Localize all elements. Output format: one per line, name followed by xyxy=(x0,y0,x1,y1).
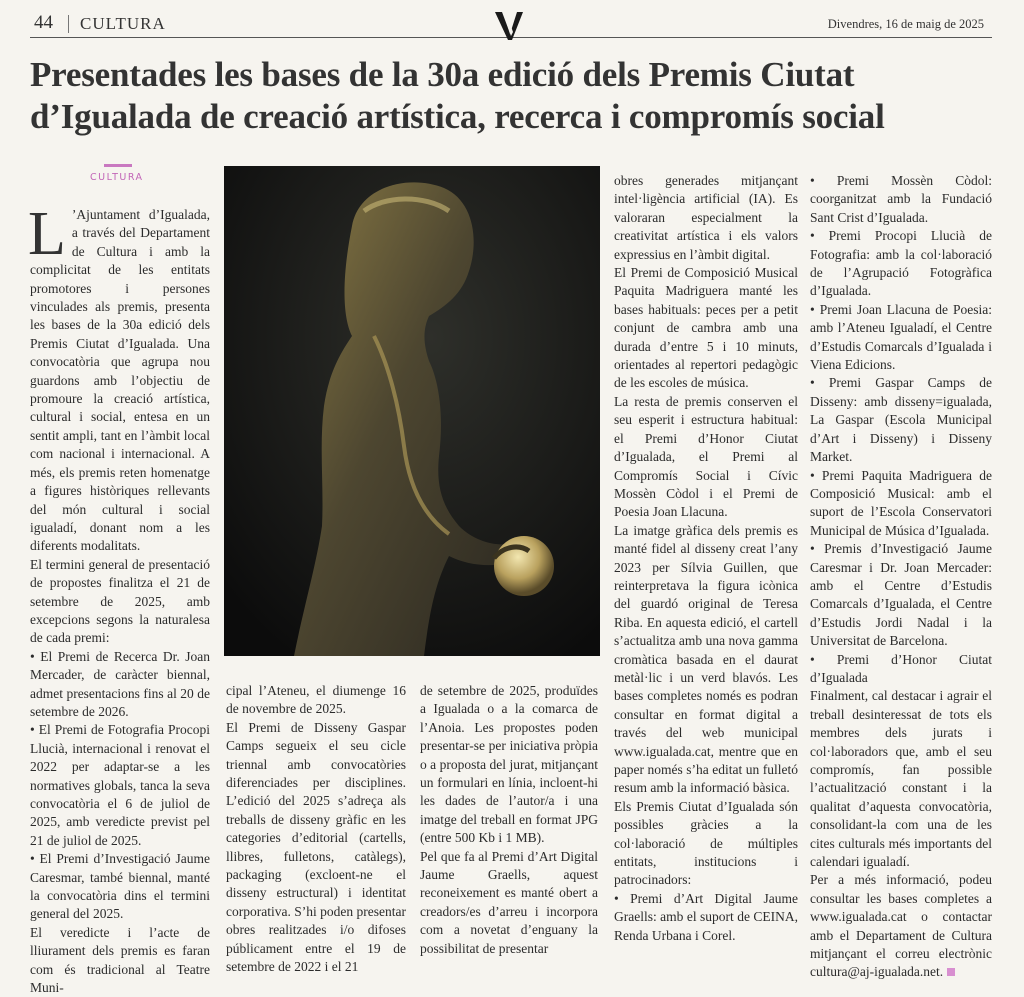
article-column-4 xyxy=(614,172,798,945)
list-item: • Premi Paquita Madriguera de Composició Musical: amb el suport de l’Escola Conservatori Municipal de Música d’Igualada. xyxy=(810,467,992,538)
article-column-2 xyxy=(226,682,406,977)
list-item: • Premi Joan Llacuna de Poesia: amb l’Ateneu Igualadí, el Centre d’Estudis Comarcals d’Igualada i Viena Edicions. xyxy=(810,301,992,373)
list-item: • Premi d’Art Digital Jaume Graells: amb el suport de CEINA, Renda Urbana i Corel. xyxy=(614,890,798,943)
drop-cap: L xyxy=(28,200,66,268)
list-item: • Premis d’Investigació Jaume Caresmar i Dr. Joan Mercader: amb el Centre d’Estudis Comarcals d’Igualada, el Centre d’Estudis Jordi Nadal i la Universitat de Barcelona. xyxy=(810,541,992,649)
header-divider xyxy=(68,15,69,33)
newspaper-logo-icon xyxy=(493,10,525,40)
end-mark-icon xyxy=(947,968,955,976)
article-column-5 xyxy=(810,172,992,982)
article-lead-paragraph xyxy=(28,200,210,556)
paragraph: La imatge gràfica dels premis es manté fidel al disseny creat l’any 2023 per Sílvia Guillen, que reinterpretava la figura icònica del guardó original de Teresa Riba. En aquesta edició, el cartell s’actualitza amb una nova gamma cromàtica basada en el daurat metàl·lic i un verd blavós. Les bases completes només es podran consultar en format digital a través del web municipal www.igualada.cat, mentre que en paper només s’ha editat un fulletó resum amb la informació bàsica. xyxy=(614,522,798,796)
paragraph xyxy=(810,871,992,981)
issue-date: Divendres, 16 de maig de 2025 xyxy=(827,17,984,31)
closing-text: Per a més informació, podeu consultar les bases completes a www.igualada.cat o contactar amb el Departament de Cultura mitjançant el correu electrònic cultura@aj-igualada.net. xyxy=(810,872,992,980)
paragraph: El Premi de Disseny Gaspar Camps segueix el seu cicle triennal amb convocatòries diferenciades per disciplines. L’edició del 2025 s’adreça als treballs de disseny gràfic en les categories d’editorial (cartells, llibres, fulletons, catàlegs), packaging (excloent-ne el disseny estructural) i identitat corporativa. S’hi poden presentar obres realitzades i/o difoses públicament entre el 19 de setembre de 2022 i el 21 xyxy=(226,719,406,975)
list-item: • Premi Gaspar Camps de Disseny: amb disseny=igualada, La Gaspar (Escola Municipal d’Art i Disseny) i Disseny Market. xyxy=(810,375,992,465)
page-number: 44 xyxy=(34,12,53,33)
list-item: • El Premi de Fotografia Procopi Llucià, internacional i renovat el 2022 per adaptar-se a les normatives globals, tanca la seva convocatòria el 6 de juliol de 2025, amb veredicte previst pel 21 de juliol de 2025. xyxy=(30,722,210,848)
article-column-1 xyxy=(28,200,210,997)
sculpture-icon xyxy=(224,166,600,656)
article-headline: Presentades les bases de la 30a edició dels Premis Ciutat d’Igualada de creació artística, recerca i compromís social xyxy=(30,55,885,136)
list-item: • Premi Mossèn Còdol: coorganitzat amb la Fundació Sant Crist d’Igualada. xyxy=(810,173,992,225)
paragraph: cipal l’Ateneu, el diumenge 16 de novembre de 2025. xyxy=(226,683,406,717)
paragraph: El veredicte i l’acte de lliurament dels premis es faran com és tradicional al Teatre Muni- xyxy=(30,924,210,996)
page-header xyxy=(30,10,992,38)
paragraph: La resta de premis conserven el seu esperit i estructura habitual: el Premi d’Honor Ciutat d’Igualada, el Premi al Compromís Social i Cívic Mossèn Còdol i el Premi de Poesia Joan Llacuna. xyxy=(614,393,798,520)
article-kicker: CULTURA xyxy=(90,172,144,183)
list-item: • Premi d’Honor Ciutat d’Igualada xyxy=(810,651,992,685)
kicker-bar xyxy=(104,164,132,167)
lead-text: ’Ajuntament d’Igualada, a través del Departament de Cultura i amb la complicitat de les entitats promotores i persones vinculades als premis, presenta les bases de la 30a edició dels Premis Ciutat d’Igualada. Una convocatòria que agrupa nou guardons amb l’objectiu de promoure la creació artística, cultural i social, entesa en un sentit ampli, tant en l’àmbit local com nacional i internacional. A més, els premis reten homenatge a figures històriques rellevants del món cultural i social igualadí, donant nom a les diferents modalitats. xyxy=(30,207,210,554)
paragraph: Finalment, cal destacar i agrair el treball desinteressat de tots els membres dels jurats i col·laboradors que, amb el seu compromís, fan possible l’actualització constant i la qualitat d’aquesta convocatòria, consolidant-la com una de les cites culturals més importants del calendari igualadí. xyxy=(810,688,992,870)
list-item: • El Premi de Recerca Dr. Joan Mercader, de caràcter biennal, admet presentacions fins al 20 de setembre de 2026. xyxy=(30,648,210,719)
paragraph: obres generades mitjançant intel·ligència artificial (IA). Es valoraran especialment la creativitat artística i els valors expressius en l’àmbit digital. xyxy=(614,173,798,262)
section-name: CULTURA xyxy=(80,14,166,33)
paragraph: Pel que fa al Premi d’Art Digital Jaume Graells, aquest reconeixement es manté obert a creadors/es d’arreu i incorpora com a novetat d’enguany la possibilitat de presentar xyxy=(420,848,598,956)
list-item: • El Premi d’Investigació Jaume Caresmar, també biennal, manté la convocatòria dins el termini general del 2025. xyxy=(30,851,210,922)
list-item: • Premi Procopi Llucià de Fotografia: amb la col·laboració de l’Agrupació Fotogràfica d’Igualada. xyxy=(810,228,992,299)
article-column-3 xyxy=(420,682,598,958)
paragraph: Els Premis Ciutat d’Igualada són possibles gràcies a la col·laboració de múltiples entitats, institucions i patrocinadors: xyxy=(614,798,798,888)
sculpture-photo xyxy=(224,166,600,656)
paragraph: de setembre de 2025, produïdes a Igualada o a la comarca de l’Anoia. Les propostes poden presentar-se per iniciativa pròpia o a proposta del jurat, mitjançant un formulari en línia, incloent-hi les dades de l’autor/a i una imatge del treball en format JPG (entre 500 Kb i 1 MB). xyxy=(420,683,598,846)
paragraph: El Premi de Composició Musical Paquita Madriguera manté les bases habituals: peces per a petit conjunt de cambra amb una durada d’entre 5 i 10 minuts, orientades al repertori pedagògic de les escoles de música. xyxy=(614,265,798,391)
paragraph: El termini general de presentació de propostes finalitza el 21 de setembre de 2025, amb excepcions segons la naturalesa de cada premi: xyxy=(30,556,210,646)
